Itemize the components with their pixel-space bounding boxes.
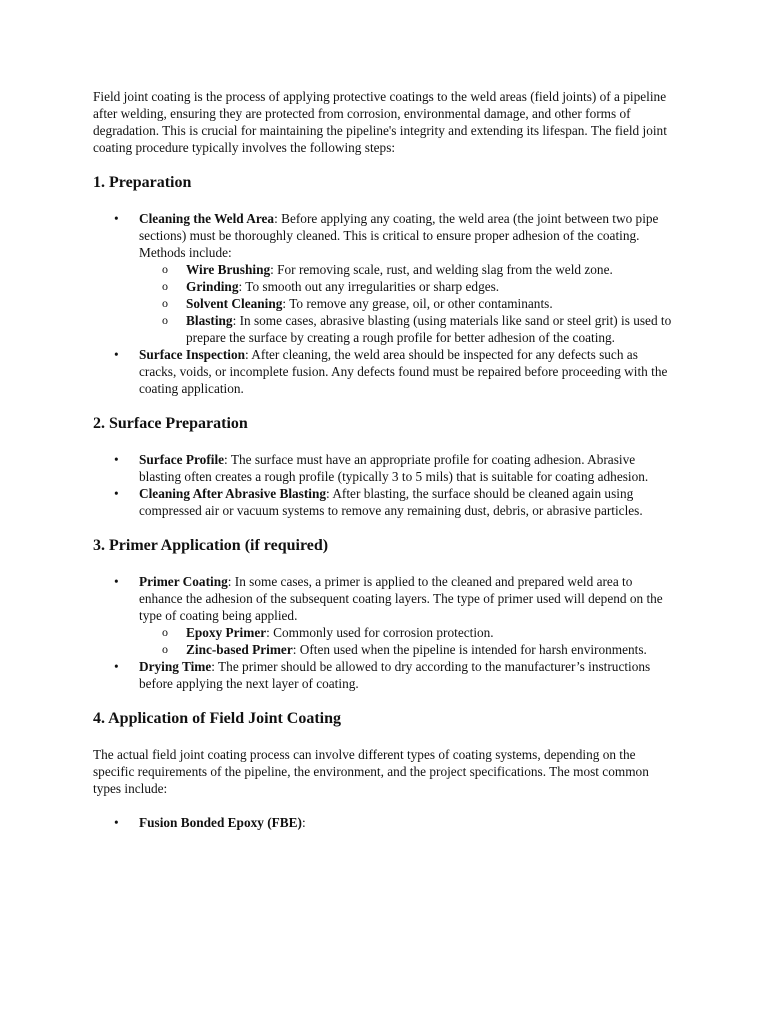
item-text: : The primer should be allowed to dry according to the manufacturer’s instructions before applying the next layer of coating. <box>139 659 651 691</box>
bullet-icon: • <box>114 815 119 830</box>
item-text: : <box>301 815 306 830</box>
item-term: Blasting <box>186 313 233 328</box>
list-item <box>93 451 678 485</box>
list-item <box>93 658 678 692</box>
item-text: : To smooth out any irregularities or sharp edges. <box>238 279 500 294</box>
item-text: : In some cases, abrasive blasting (using materials like sand or steel grit) is used to prepare the surface by creating a rough profile for better adhesion of the coating. <box>186 313 672 345</box>
list-item <box>139 312 678 346</box>
preparation-list <box>93 210 678 397</box>
item-text: : After blasting, the surface should be cleaned again using compressed air or vacuum systems to remove any remaining dust, debris, or abrasive particles. <box>139 486 643 518</box>
surface-preparation-list <box>93 451 678 519</box>
item-term: Cleaning After Abrasive Blasting <box>139 486 327 501</box>
section-heading-primer-application: 3. Primer Application (if required) <box>93 537 329 554</box>
list-item <box>139 295 678 312</box>
bullet-icon: • <box>114 486 119 501</box>
intro-paragraph: Field joint coating is the process of applying protective coatings to the weld areas (field joints) of a pipeline after welding, ensuring they are protected from corrosion, environmental damage, and other forms of degradation. This is crucial for maintaining the pipeline's integrity and extending its lifespan. The field joint coating procedure typically involves the following steps: <box>93 89 667 155</box>
bullet-icon: • <box>114 347 119 362</box>
circle-bullet-icon: o <box>162 313 168 327</box>
item-text: : The surface must have an appropriate profile for coating adhesion. Abrasive blasting often creates a rough profile (typically 3 to 5 mils) that is suitable for coating adhesion. <box>139 452 649 484</box>
list-item <box>139 641 678 658</box>
section-heading-preparation: 1. Preparation <box>93 174 192 191</box>
list-item <box>93 573 678 658</box>
list-item <box>139 261 678 278</box>
item-text: : Often used when the pipeline is intended for harsh environments. <box>292 642 647 657</box>
item-term: Epoxy Primer <box>186 625 267 640</box>
item-term: Surface Inspection <box>139 347 246 362</box>
section-paragraph: The actual field joint coating process can involve different types of coating systems, depending on the specific requirements of the pipeline, the environment, and the project specifications. The most common types include: <box>93 747 649 796</box>
circle-bullet-icon: o <box>162 262 168 276</box>
bullet-icon: • <box>114 659 119 674</box>
item-term: Solvent Cleaning <box>186 296 283 311</box>
item-term: Grinding <box>186 279 239 294</box>
item-text: : After cleaning, the weld area should be inspected for any defects such as cracks, voids, or incomplete fusion. Any defects found must be repaired before proceeding with the coating application. <box>139 347 668 396</box>
circle-bullet-icon: o <box>162 642 168 656</box>
list-item <box>139 278 678 295</box>
coating-types-list <box>93 814 678 831</box>
item-term: Drying Time <box>139 659 212 674</box>
bullet-icon: • <box>114 574 119 589</box>
cleaning-methods-list <box>139 261 678 346</box>
list-item <box>93 814 678 831</box>
bullet-icon: • <box>114 452 119 467</box>
list-item <box>139 624 678 641</box>
item-term: Wire Brushing <box>186 262 271 277</box>
circle-bullet-icon: o <box>162 296 168 310</box>
section-heading-surface-preparation: 2. Surface Preparation <box>93 415 248 432</box>
circle-bullet-icon: o <box>162 625 168 639</box>
section-heading-field-joint-coating: 4. Application of Field Joint Coating <box>93 710 342 727</box>
list-item <box>93 346 678 397</box>
list-item <box>93 210 678 346</box>
document-page <box>93 88 678 848</box>
item-text: : In some cases, a primer is applied to the cleaned and prepared weld area to enhance the adhesion of the subsequent coating layers. The type of primer used will depend on the type of coating being applied. <box>139 574 663 623</box>
item-term: Surface Profile <box>139 452 225 467</box>
bullet-icon: • <box>114 211 119 226</box>
item-text: : Commonly used for corrosion protection. <box>266 625 494 640</box>
item-text: : Before applying any coating, the weld area (the joint between two pipe sections) must be thoroughly cleaned. This is critical to ensure proper adhesion of the coating. Methods include: <box>139 211 659 260</box>
item-term: Primer Coating <box>139 574 228 589</box>
item-term: Cleaning the Weld Area <box>139 211 275 226</box>
item-term: Zinc-based Primer <box>186 642 293 657</box>
circle-bullet-icon: o <box>162 279 168 293</box>
primer-types-list <box>139 624 678 658</box>
item-text: : To remove any grease, oil, or other contaminants. <box>282 296 553 311</box>
list-item <box>93 485 678 519</box>
item-text: : For removing scale, rust, and welding slag from the weld zone. <box>270 262 613 277</box>
item-term: Fusion Bonded Epoxy (FBE) <box>139 815 302 830</box>
primer-application-list <box>93 573 678 692</box>
